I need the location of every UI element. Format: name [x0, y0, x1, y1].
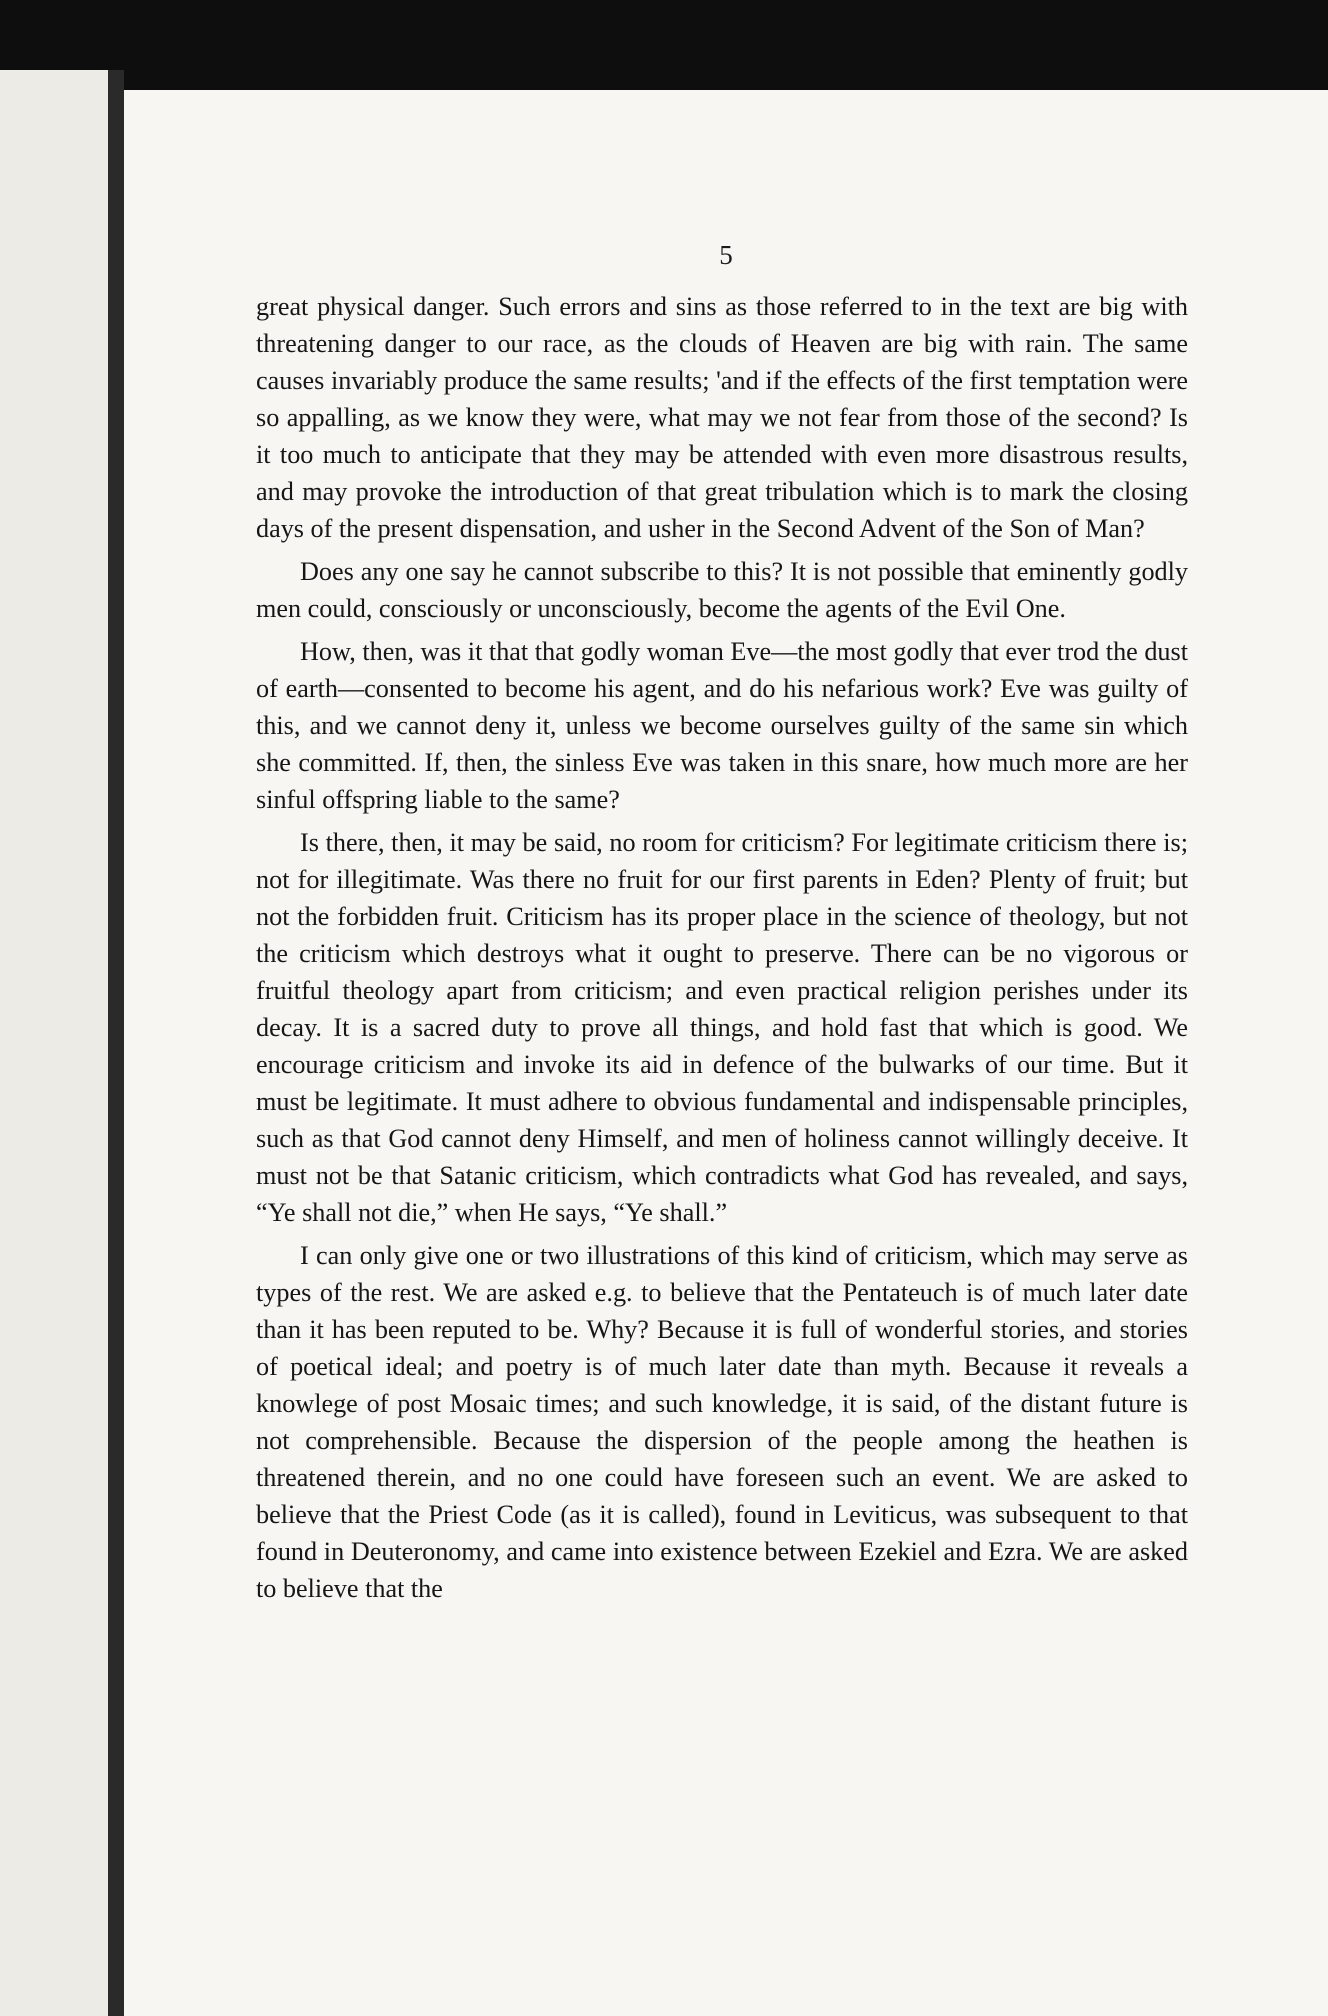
book-page — [124, 90, 1328, 2016]
paragraph-5: I can only give one or two illustrations of this kind of criticism, which may serve as types of the rest. We are asked e.g. to believe that the Pentateuch is of much later date than it has been reputed to be. Why? Because it is full of wonderful stories, and stories of poetical ideal; and poetry is of much later date than myth. Because it reveals a knowlege of post Mosaic times; and such knowledge, it is said, of the distant future is not comprehensible. Because the dispersion of the people among the heathen is threatened therein, and no one could have foreseen such an event. We are asked to believe that the Priest Code (as it is called), found in Leviticus, was subsequent to that found in Deuteronomy, and came into existence between Ezekiel and Ezra. We are asked to believe that the — [256, 1241, 1188, 1603]
paragraph-4: Is there, then, it may be said, no room for criticism? For legitimate criticism there is; not for illegitimate. Was there no fruit for our first parents in Eden? Plenty of fruit; but not the forbidden fruit. Criticism has its proper place in the science of theology, but not the criticism which destroys what it ought to preserve. There can be no vigorous or fruitful theology apart from criticism; and even practical religion perishes under its decay. It is a sacred duty to prove all things, and hold fast that which is good. We encourage criticism and invoke its aid in defence of the bulwarks of our time. But it must be legitimate. It must adhere to obvious fundamental and indispensable principles, such as that God cannot deny Himself, and men of holiness cannot willingly deceive. It must not be that Satanic criticism, which contradicts what God has revealed, and says, “Ye shall not die,” when He says, “Ye shall.” — [256, 828, 1188, 1227]
paragraph-1: great physical danger. Such errors and sins as those referred to in the text are big with threatening danger to our race, as the clouds of Heaven are big with rain. The same causes invariably produce the same results; 'and if the effects of the first temptation were so appalling, as we know they were, what may we not fear from those of the second? Is it too much to anticipate that they may be attended with even more disastrous results, and may provoke the introduction of that great tribulation which is to mark the closing days of the present dispensation, and usher in the Second Advent of the Son of Man? — [256, 292, 1188, 543]
paragraph-2: Does any one say he cannot subscribe to this? It is not possible that eminently godly men could, consciously or unconsciously, become the agents of the Evil One. — [256, 557, 1188, 623]
page-number: 5 — [719, 240, 733, 270]
book-binding-shadow — [108, 70, 124, 2016]
body-text — [256, 288, 1188, 1613]
paragraph-3: How, then, was it that that godly woman Eve—the most godly that ever trod the dust of earth—consented to become his agent, and do his nefarious work? Eve was guilty of this, and we cannot deny it, unless we become ourselves guilty of the same sin which she committed. If, then, the sinless Eve was taken in this snare, how much more are her sinful offspring liable to the same? — [256, 637, 1188, 814]
previous-page-edge — [0, 70, 108, 2016]
